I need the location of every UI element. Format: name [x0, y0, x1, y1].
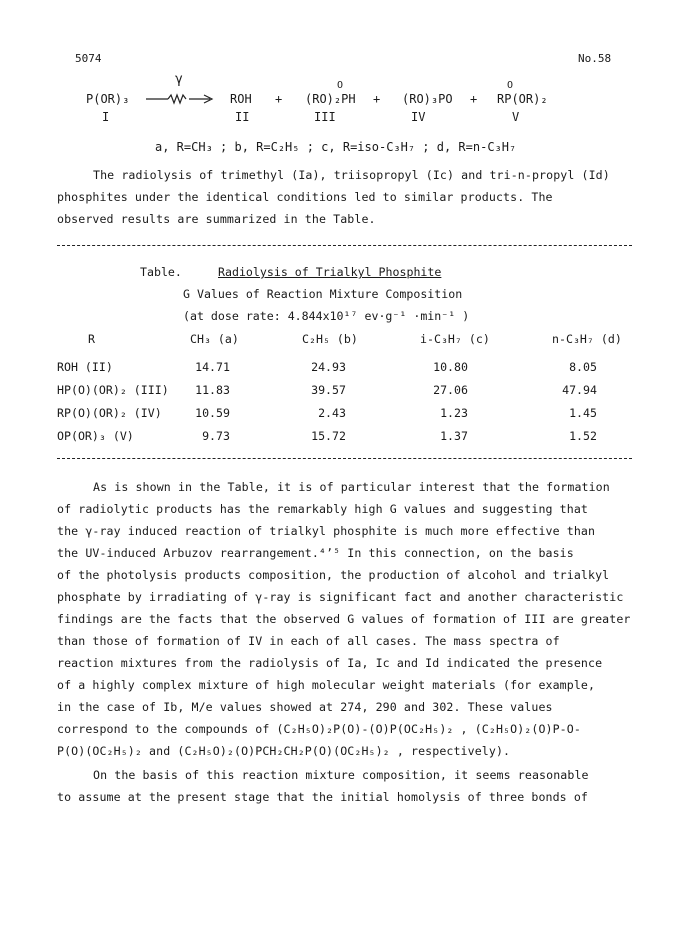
substituent-legend: a, R=CH₃ ; b, R=C₂H₅ ; c, R=iso-C₃H₇ ; d, R=n-C₃H₇	[155, 140, 517, 154]
product-phosphonate-label: III	[314, 110, 336, 124]
table-caption-title: Radiolysis of Trialkyl Phosphite	[218, 265, 442, 279]
table-rule-bottom	[57, 458, 632, 459]
text-line: of radiolytic products has the remarkably high G values and suggesting that	[57, 502, 589, 516]
table-subtitle: G Values of Reaction Mixture Composition	[183, 287, 463, 301]
product-roh-label: II	[235, 110, 250, 124]
text-line: On the basis of this reaction mixture composition, it seems reasonable	[93, 768, 589, 782]
product-alkylphosphonate-label: V	[512, 110, 520, 124]
text-line: the UV-induced Arbuzov rearrangement.⁴ʼ⁵ In this connection, on the basis	[57, 546, 574, 560]
g-value: 1.37	[440, 429, 468, 443]
row-label: HP(O)(OR)₂ (III)	[57, 383, 169, 397]
product-alkylphosphonate: RP(OR)₂	[497, 92, 548, 106]
g-value: 10.80	[433, 360, 468, 374]
product-phosphate: (RO)₃PO	[402, 92, 453, 106]
text-line: phosphites under the identical conditions led to similar products. The	[57, 190, 553, 204]
text-line: P(O)(OC₂H₅)₂ and (C₂H₅O)₂(O)PCH₂CH₂P(O)(OC₂H₅)₂ , respectively).	[57, 744, 511, 758]
product-roh: ROH	[230, 92, 252, 106]
table-dose-rate: (at dose rate: 4.844x10¹⁷ ev·g⁻¹ ·min⁻¹ )	[183, 309, 470, 323]
text-line: than those of formation of IV in each of all cases. The mass spectra of	[57, 634, 560, 648]
plus-sign: +	[275, 92, 283, 106]
text-line: phosphate by irradiating of γ-ray is significant fact and another characteristic	[57, 590, 624, 604]
text-line: of the photolysis products composition, the production of alcohol and trialkyl	[57, 568, 610, 582]
g-value: 11.83	[195, 383, 230, 397]
column-header: C₂H₅ (b)	[302, 332, 358, 346]
product-phosphonate: (RO)₂PH	[305, 92, 356, 106]
plus-sign: +	[373, 92, 381, 106]
row-label: OP(OR)₃ (V)	[57, 429, 134, 443]
g-value: 1.52	[569, 429, 597, 443]
text-line: the γ-ray induced reaction of trialkyl phosphite is much more effective than	[57, 524, 596, 538]
product-alkylphosphonate-oxo: O	[507, 80, 514, 91]
product-phosphate-label: IV	[411, 110, 426, 124]
row-label: RP(O)(OR)₂ (IV)	[57, 406, 162, 420]
text-line: The radiolysis of trimethyl (Ia), triisopropyl (Ic) and tri-n-propyl (Id)	[93, 168, 610, 182]
reactant: P(OR)₃	[86, 92, 130, 106]
text-line: observed results are summarized in the Table.	[57, 212, 376, 226]
column-header: CH₃ (a)	[190, 332, 239, 346]
table-caption-prefix: Table.	[140, 265, 182, 279]
g-value: 24.93	[311, 360, 346, 374]
g-value: 10.59	[195, 406, 230, 420]
g-value: 15.72	[311, 429, 346, 443]
plus-sign: +	[470, 92, 478, 106]
g-value: 2.43	[318, 406, 346, 420]
text-line: of a highly complex mixture of high molecular weight materials (for example,	[57, 678, 596, 692]
table-rule-top	[57, 245, 632, 246]
column-header: i-C₃H₇ (c)	[420, 332, 490, 346]
row-label: ROH (II)	[57, 360, 113, 374]
text-line: As is shown in the Table, it is of particular interest that the formation	[93, 480, 610, 494]
g-value: 8.05	[569, 360, 597, 374]
g-value: 1.23	[440, 406, 468, 420]
column-header: R	[88, 332, 95, 346]
journal-issue: No.58	[578, 52, 612, 65]
text-line: findings are the facts that the observed G values of formation of III are greater	[57, 612, 631, 626]
product-phosphonate-oxo: O	[337, 80, 344, 91]
g-value: 1.45	[569, 406, 597, 420]
g-value: 47.94	[562, 383, 597, 397]
g-value: 39.57	[311, 383, 346, 397]
g-value: 9.73	[202, 429, 230, 443]
reactant-label: I	[102, 110, 110, 124]
wavy-arrow-icon	[146, 93, 216, 105]
column-header: n-C₃H₇ (d)	[552, 332, 622, 346]
g-value: 14.71	[195, 360, 230, 374]
text-line: to assume at the present stage that the initial homolysis of three bonds of	[57, 790, 589, 804]
text-line: in the case of Ib, M/e values showed at 274, 290 and 302. These values	[57, 700, 553, 714]
text-line: correspond to the compounds of (C₂H₅O)₂P(O)-(O)P(OC₂H₅)₂ , (C₂H₅O)₂(O)P-O-	[57, 722, 581, 736]
g-value: 27.06	[433, 383, 468, 397]
arrow-label: γ	[175, 72, 183, 87]
page-number: 5074	[75, 52, 102, 65]
text-line: reaction mixtures from the radiolysis of Ia, Ic and Id indicated the presence	[57, 656, 603, 670]
